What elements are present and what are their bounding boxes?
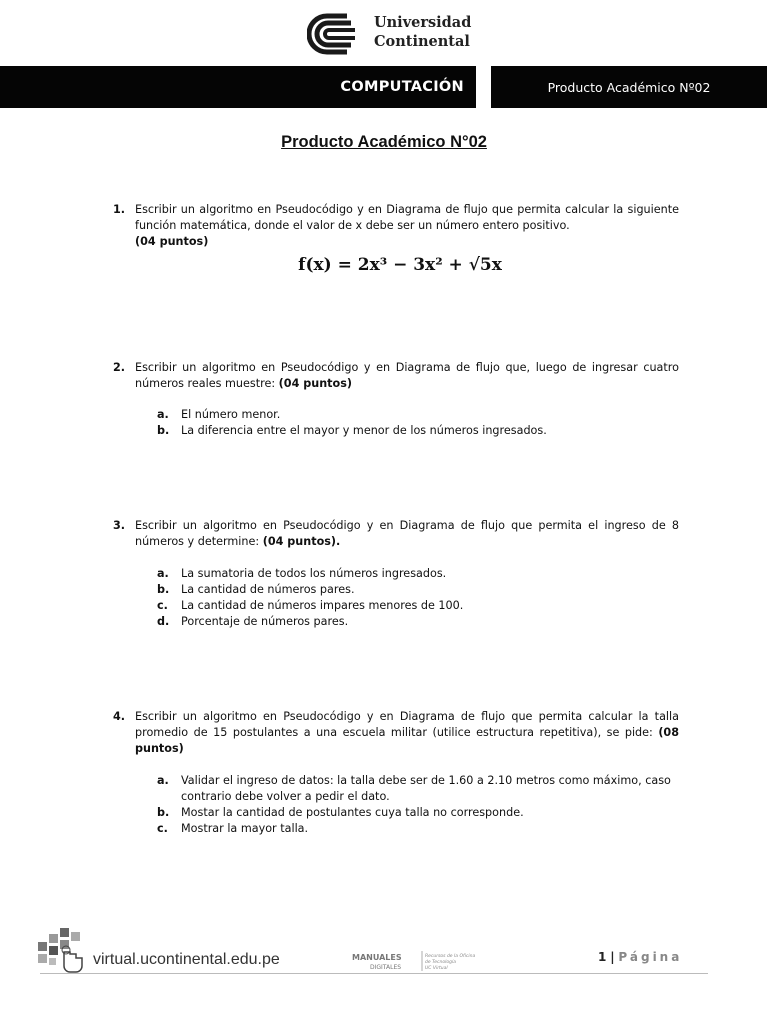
svg-text:DIGITALES: DIGITALES	[370, 964, 402, 971]
logo-line2: Continental	[374, 33, 470, 50]
question-text: Escribir un algoritmo en Pseudocódigo y en Diagrama de flujo que, luego de ingresar cuatro números reales muestre: (04 puntos)	[135, 361, 679, 390]
question-points: (04 puntos)	[278, 377, 352, 390]
svg-text:de Tecnología: de Tecnología	[425, 960, 456, 965]
question-points: (08 puntos)	[135, 726, 679, 755]
question-number: 4.	[113, 710, 126, 723]
svg-text:UC Virtual: UC Virtual	[425, 966, 448, 971]
product-title: Producto Académico Nº02	[547, 79, 711, 95]
svg-text:MANUALES: MANUALES	[352, 953, 402, 962]
question-2: 2. Escribir un algoritmo en Pseudocódigo y en Diagrama de flujo que, luego de ingresar cuatro números reales muestre: (04 puntos) a. El número menor. b. La diferencia entre el mayor y menor de los números ingresados.	[113, 361, 679, 437]
question-points: (04 puntos).	[262, 535, 341, 548]
math-formula: f(x) = 2x³ − 3x² + √5x	[298, 255, 502, 275]
footer-url: virtual.ucontinental.edu.pe	[93, 951, 280, 968]
course-header-bar	[0, 66, 476, 108]
question-text: Escribir un algoritmo en Pseudocódigo y en Diagrama de flujo que permita calcular la talla promedio de 15 postulantes a una escuela militar (utilice estructura repetitiva), se pide: (08 puntos)	[135, 710, 679, 755]
question-1	[113, 202, 679, 250]
question-number: 1.	[113, 203, 126, 216]
question-points: (04 puntos)	[135, 235, 209, 248]
question-3: 3. Escribir un algoritmo en Pseudocódigo y en Diagrama de flujo que permita el ingreso de 8 números y determine: (04 puntos). a. La sumatoria de todos los números ingresados. b. La cantidad de números pares. c. La cantidad de números impares menores de 100. d. Porcentaje de números pares.	[113, 519, 679, 628]
ucvirtual-hand-icon	[38, 928, 92, 976]
university-logo	[307, 12, 472, 56]
manuales-digitales-logo	[352, 950, 478, 972]
page-title: Producto Académico N°02	[281, 133, 487, 151]
question-text: Escribir un algoritmo en Pseudocódigo y en Diagrama de flujo que permita el ingreso de 8 números y determine: (04 puntos).	[135, 519, 679, 548]
product-header-bar	[491, 66, 767, 108]
svg-text:Recursos de la Oficina: Recursos de la Oficina	[425, 954, 476, 959]
continental-c-icon	[307, 12, 369, 56]
logo-line1: Universidad	[374, 14, 472, 31]
course-title: COMPUTACIÓN	[340, 79, 464, 95]
footer-divider	[40, 973, 708, 974]
question-4: 4. Escribir un algoritmo en Pseudocódigo y en Diagrama de flujo que permita calcular la talla promedio de 15 postulantes a una escuela militar (utilice estructura repetitiva), se pide: (08 puntos) a. Validar el ingreso de datos: la talla debe ser de 1.60 a 2.10 metros como máximo, caso contrario debe volver a pedir el dato. b. Mostar la cantidad de postulantes cuya talla no corresponde. c. Mostrar la mayor talla.	[113, 710, 679, 835]
question-number: 2.	[113, 361, 126, 374]
question-number: 3.	[113, 519, 126, 532]
page-number: 1 | Página	[598, 950, 683, 964]
question-text: Escribir un algoritmo en Pseudocódigo y en Diagrama de flujo que permita calcular la siguiente función matemática, donde el valor de x debe ser un número entero positivo. (04 puntos)	[135, 203, 679, 248]
